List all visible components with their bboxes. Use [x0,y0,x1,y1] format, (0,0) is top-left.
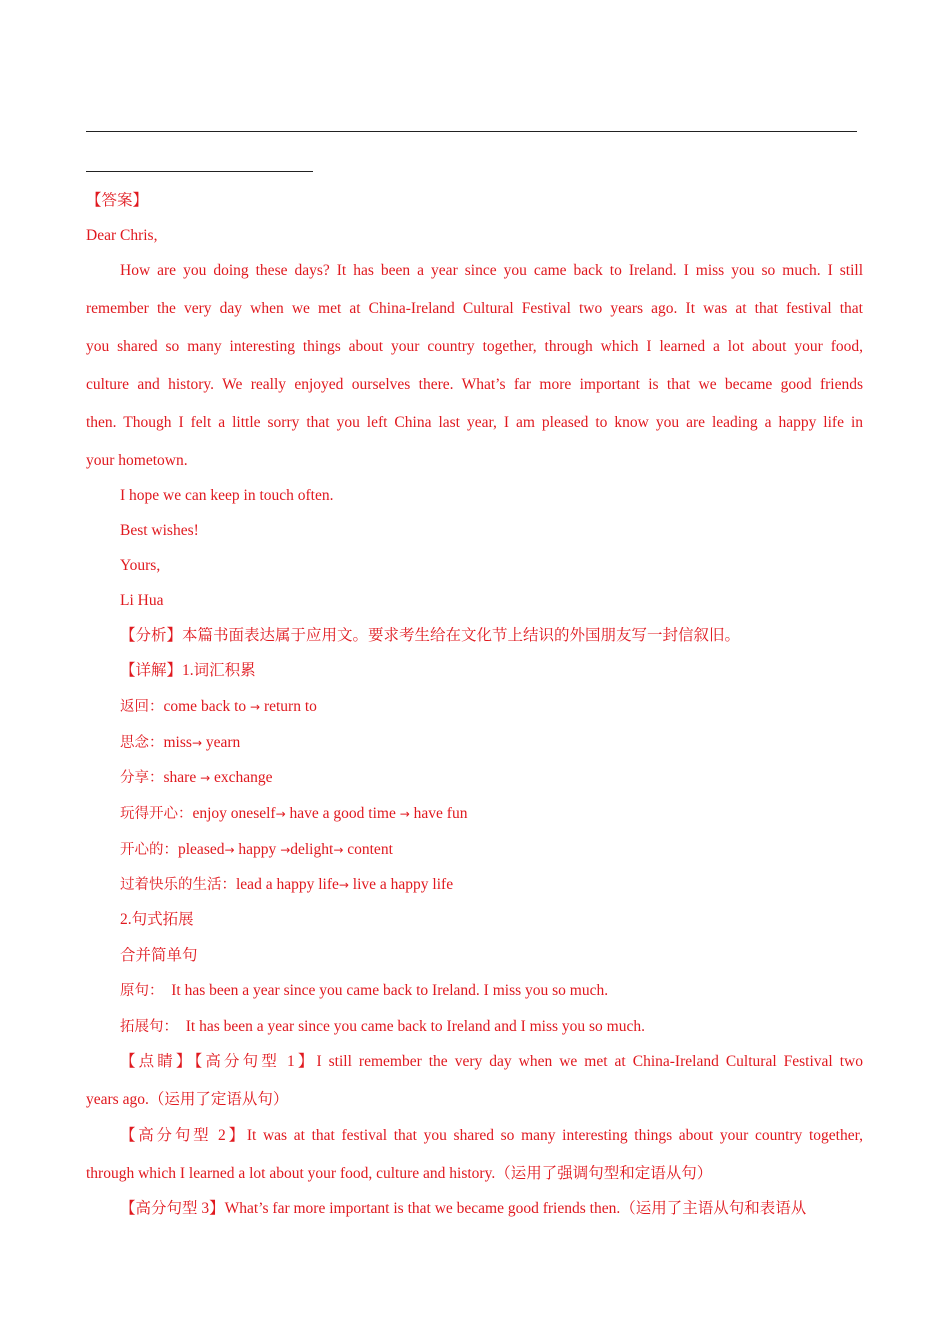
vocab-item [120,840,863,860]
merge-header: 合并简单句 [120,947,198,964]
vocab-item [120,697,863,717]
vocab-label: 返回： [120,699,164,715]
arrow-icon: → [338,878,349,892]
vocab-term: have a good time [289,805,396,822]
vocab-term: lead a happy life [236,876,339,893]
highlight-1 [120,1052,863,1072]
highlight-1-cont: years ago.（运用了定语从句） [86,1091,289,1108]
arrow-icon: → [191,736,202,750]
highlight-3 [120,1199,863,1219]
letter-body-line: you shared so many interesting things about your country together, through which I learned a lot about your food, [86,338,863,355]
arrow-icon: → [224,843,235,857]
vocab-term: share [163,769,197,786]
arrow-icon: → [200,771,211,785]
letter-wishes: Best wishes! [120,522,199,539]
vocab-term: delight [290,841,334,858]
vocab-term: pleased [178,841,225,858]
highlight-text: I still remember the very day when we met at China-Ireland Cultural Festival two [316,1053,863,1070]
vocab-term: live a happy life [352,876,454,893]
letter-salutation: Dear Chris, [86,227,158,244]
arrow-icon: → [399,807,410,821]
vocab-term: happy [238,841,277,858]
vocab-label: 思念： [120,735,164,751]
vocab-term: return to [263,698,317,715]
letter-signature: Li Hua [120,592,164,609]
vocab-term: enjoy oneself [192,805,276,822]
vocab-item [120,875,863,895]
vocab-item [120,768,863,788]
vocab-term: have fun [413,805,468,822]
vocab-item [120,804,863,824]
letter-closing: Yours, [120,557,161,574]
letter-body-line: your hometown. [86,452,188,469]
letter-body-line: culture and history. We really enjoyed ourselves there. What’s far more important is that we became good friends [86,376,863,393]
highlight-tag: 【高分句型 2】 [120,1127,247,1144]
letter-hope: I hope we can keep in touch often. [120,487,334,504]
answer-blank-line-2 [86,171,313,172]
vocab-term: content [347,841,393,858]
analysis-text: 【分析】本篇书面表达属于应用文。要求考生给在文化节上结识的外国朋友写一封信叙旧。 [120,627,741,644]
vocab-term: yearn [205,734,241,751]
highlight-tag: 【高分句型 3】 [120,1200,225,1217]
detail-header: 【详解】1.词汇积累 [120,662,256,679]
highlight-text: What’s far more important is that we became good friends then.（运用了主语从句和表语从 [224,1200,807,1217]
original-sentence [120,981,863,1001]
vocab-label: 玩得开心： [120,806,193,822]
letter-body-line: How are you doing these days? It has been a year since you came back to Ireland. I miss you so much. I still [120,262,863,279]
highlight-2-cont: through which I learned a lot about your food, culture and history.（运用了强调句型和定语从句） [86,1165,713,1182]
arrow-icon: → [280,843,291,857]
highlight-2 [120,1126,863,1146]
answer-blank-line-1 [86,131,857,132]
original-label: 原句： [120,983,164,999]
arrow-icon: → [275,807,286,821]
highlight-tag: 【点睛】【高分句型 1】 [120,1053,317,1070]
vocab-term: miss [163,734,192,751]
original-text: It has been a year since you came back to Ireland. I miss you so much. [171,982,609,999]
vocab-label: 过着快乐的生活： [120,877,236,893]
letter-body-line: remember the very day when we met at China-Ireland Cultural Festival two years ago. It was at that festival that [86,300,863,317]
expanded-label: 拓展句： [120,1019,178,1035]
arrow-icon: → [250,700,261,714]
letter-body-line: then. Though I felt a little sorry that you left China last year, I am pleased to know you are leading a happy life in [86,414,863,431]
vocab-item [120,733,863,753]
answer-header: 【答案】 [86,192,149,209]
vocab-term: come back to [163,698,247,715]
vocab-term: exchange [214,769,273,786]
highlight-text: It was at that festival that you shared so many interesting things about your country together, [246,1127,863,1144]
vocab-label: 开心的： [120,842,178,858]
arrow-icon: → [333,843,344,857]
expanded-text: It has been a year since you came back to Ireland and I miss you so much. [185,1018,645,1035]
expanded-sentence [120,1017,863,1037]
sentence-header: 2.句式拓展 [120,911,194,928]
vocab-label: 分享： [120,770,164,786]
